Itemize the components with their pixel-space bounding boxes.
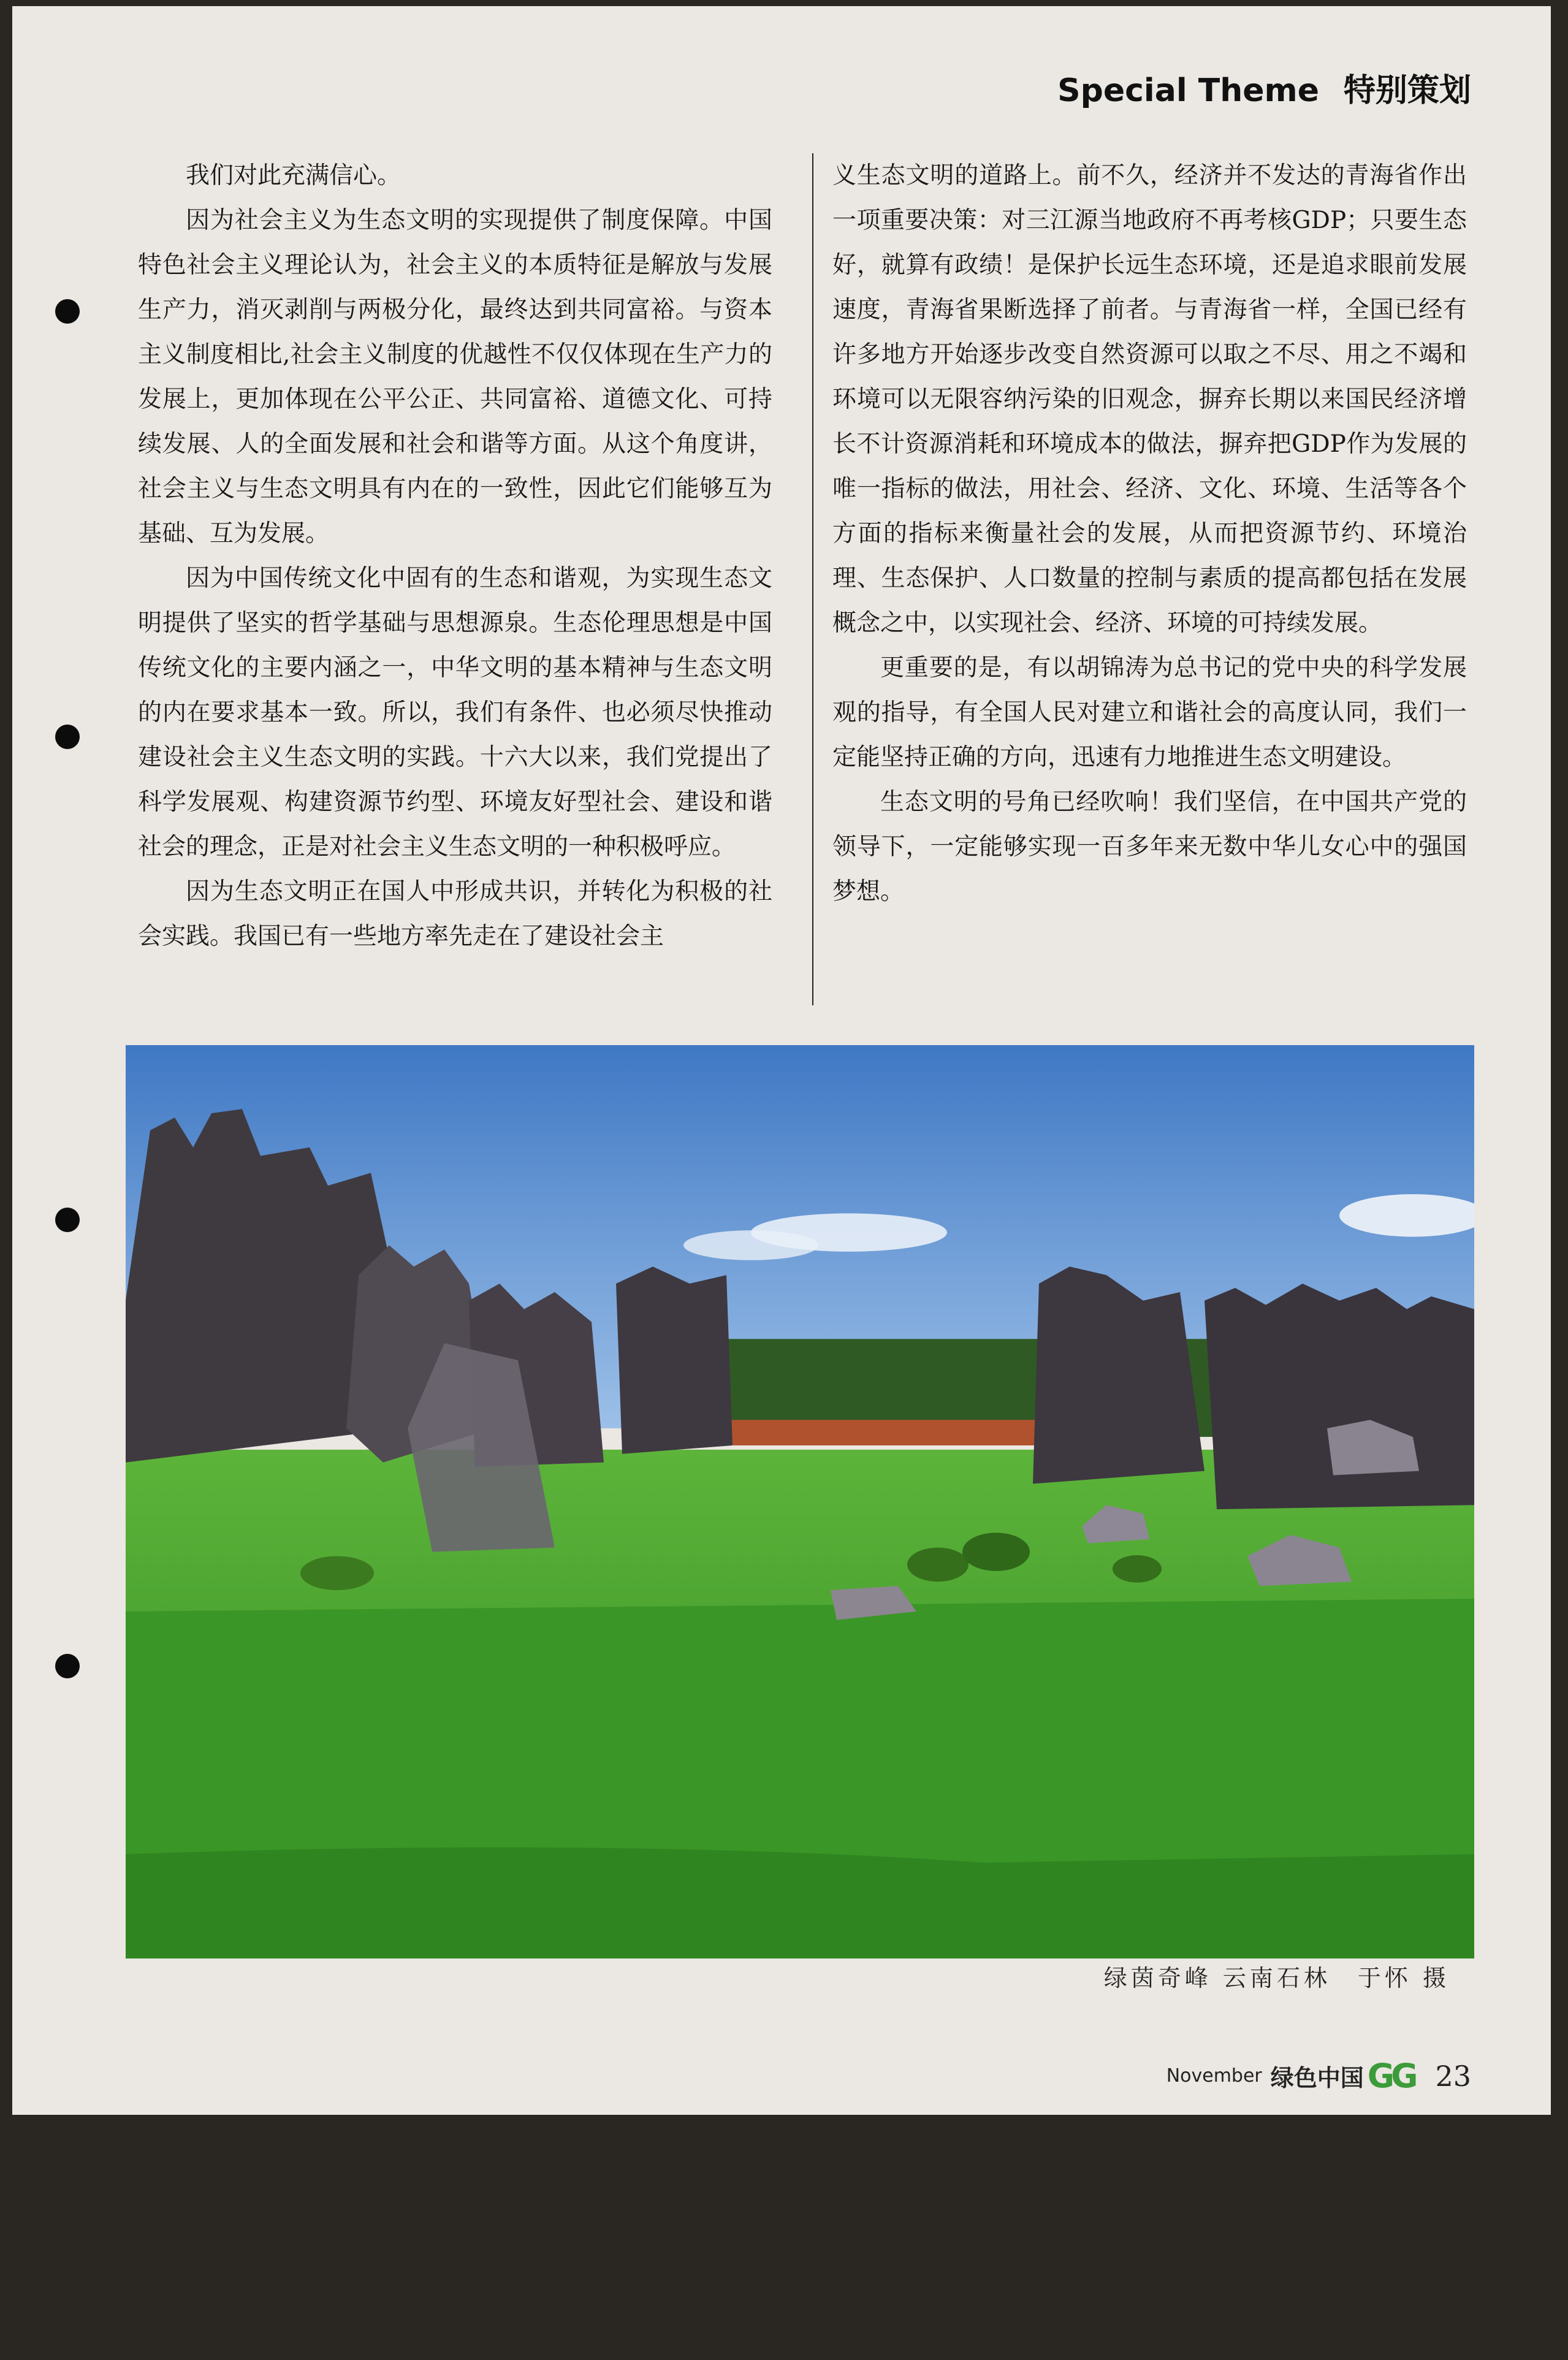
footer-month: November	[1166, 2065, 1262, 2087]
paragraph: 更重要的是，有以胡锦涛为总书记的党中央的科学发展观的指导，有全国人民对建立和谐社会的高度认同，我们一定能坚持正确的方向，迅速有力地推进生态文明建设。	[832, 654, 1467, 771]
left-text-column	[138, 153, 772, 959]
magazine-page	[12, 6, 1551, 2115]
section-title-cn: 特别策划	[1343, 72, 1471, 109]
magazine-name: 绿色中国	[1270, 2065, 1364, 2092]
stone-forest-photo	[126, 1045, 1474, 2360]
column-divider	[812, 153, 813, 1005]
page-number: 23	[1435, 2059, 1471, 2093]
page-footer	[1166, 2057, 1471, 2095]
binder-hole	[55, 725, 80, 749]
section-header	[1057, 64, 1471, 110]
magazine-logo: GG	[1367, 2057, 1415, 2095]
paragraph: 因为社会主义为生态文明的实现提供了制度保障。中国特色社会主义理论认为，社会主义的本质特征是解放与发展生产力，消灭剥削与两极分化，最终达到共同富裕。与资本主义制度相比,社会主义制度的优越性不仅仅体现在生产力的发展上，更加体现在公平公正、共同富裕、道德文化、可持续发展、人的全面发展和社会和谐等方面。从这个角度讲，社会主义与生态文明具有内在的一致性，因此它们能够互为基础、互为发展。	[138, 207, 772, 547]
photo-caption: 绿茵奇峰 云南石林 于怀 摄	[1103, 1965, 1450, 1992]
paragraph: 因为中国传统文化中固有的生态和谐观，为实现生态文明提供了坚实的哲学基础与思想源泉。生态伦理思想是中国传统文化的主要内涵之一，中华文明的基本精神与生态文明的内在要求基本一致。所以，我们有条件、也必须尽快推动建设社会主义生态文明的实践。十六大以来，我们党提出了科学发展观、构建资源节约型、环境友好型社会、建设和谐社会的理念，正是对社会主义生态文明的一种积极呼应。	[138, 565, 772, 861]
paragraph: 生态文明的号角已经吹响！我们坚信，在中国共产党的领导下，一定能够实现一百多年来无数中华儿女心中的强国梦想。	[832, 788, 1467, 905]
binder-hole	[55, 1208, 80, 1232]
section-title-en: Special Theme	[1057, 72, 1319, 109]
paragraph: 义生态文明的道路上。前不久，经济并不发达的青海省作出一项重要决策：对三江源当地政府不再考核GDP；只要生态好，就算有政绩！是保护长远生态环境，还是追求眼前发展速度，青海省果断选择了前者。与青海省一样，全国已经有许多地方开始逐步改变自然资源可以取之不尽、用之不竭和环境可以无限容纳污染的旧观念，摒弃长期以来国民经济增长不计资源消耗和环境成本的做法，摒弃把GDP作为发展的唯一指标的做法，用社会、经济、文化、环境、生活等各个方面的指标来衡量社会的发展，从而把资源节约、环境治理、生态保护、人口数量的控制与素质的提高都包括在发展概念之中，以实现社会、经济、环境的可持续发展。	[832, 162, 1467, 637]
binder-hole	[55, 299, 80, 324]
paragraph: 因为生态文明正在国人中形成共识，并转化为积极的社会实践。我国已有一些地方率先走在了建设社会主	[138, 878, 772, 950]
right-text-column	[832, 153, 1467, 914]
paragraph: 我们对此充满信心。	[186, 162, 402, 189]
binder-hole	[55, 1654, 80, 1678]
